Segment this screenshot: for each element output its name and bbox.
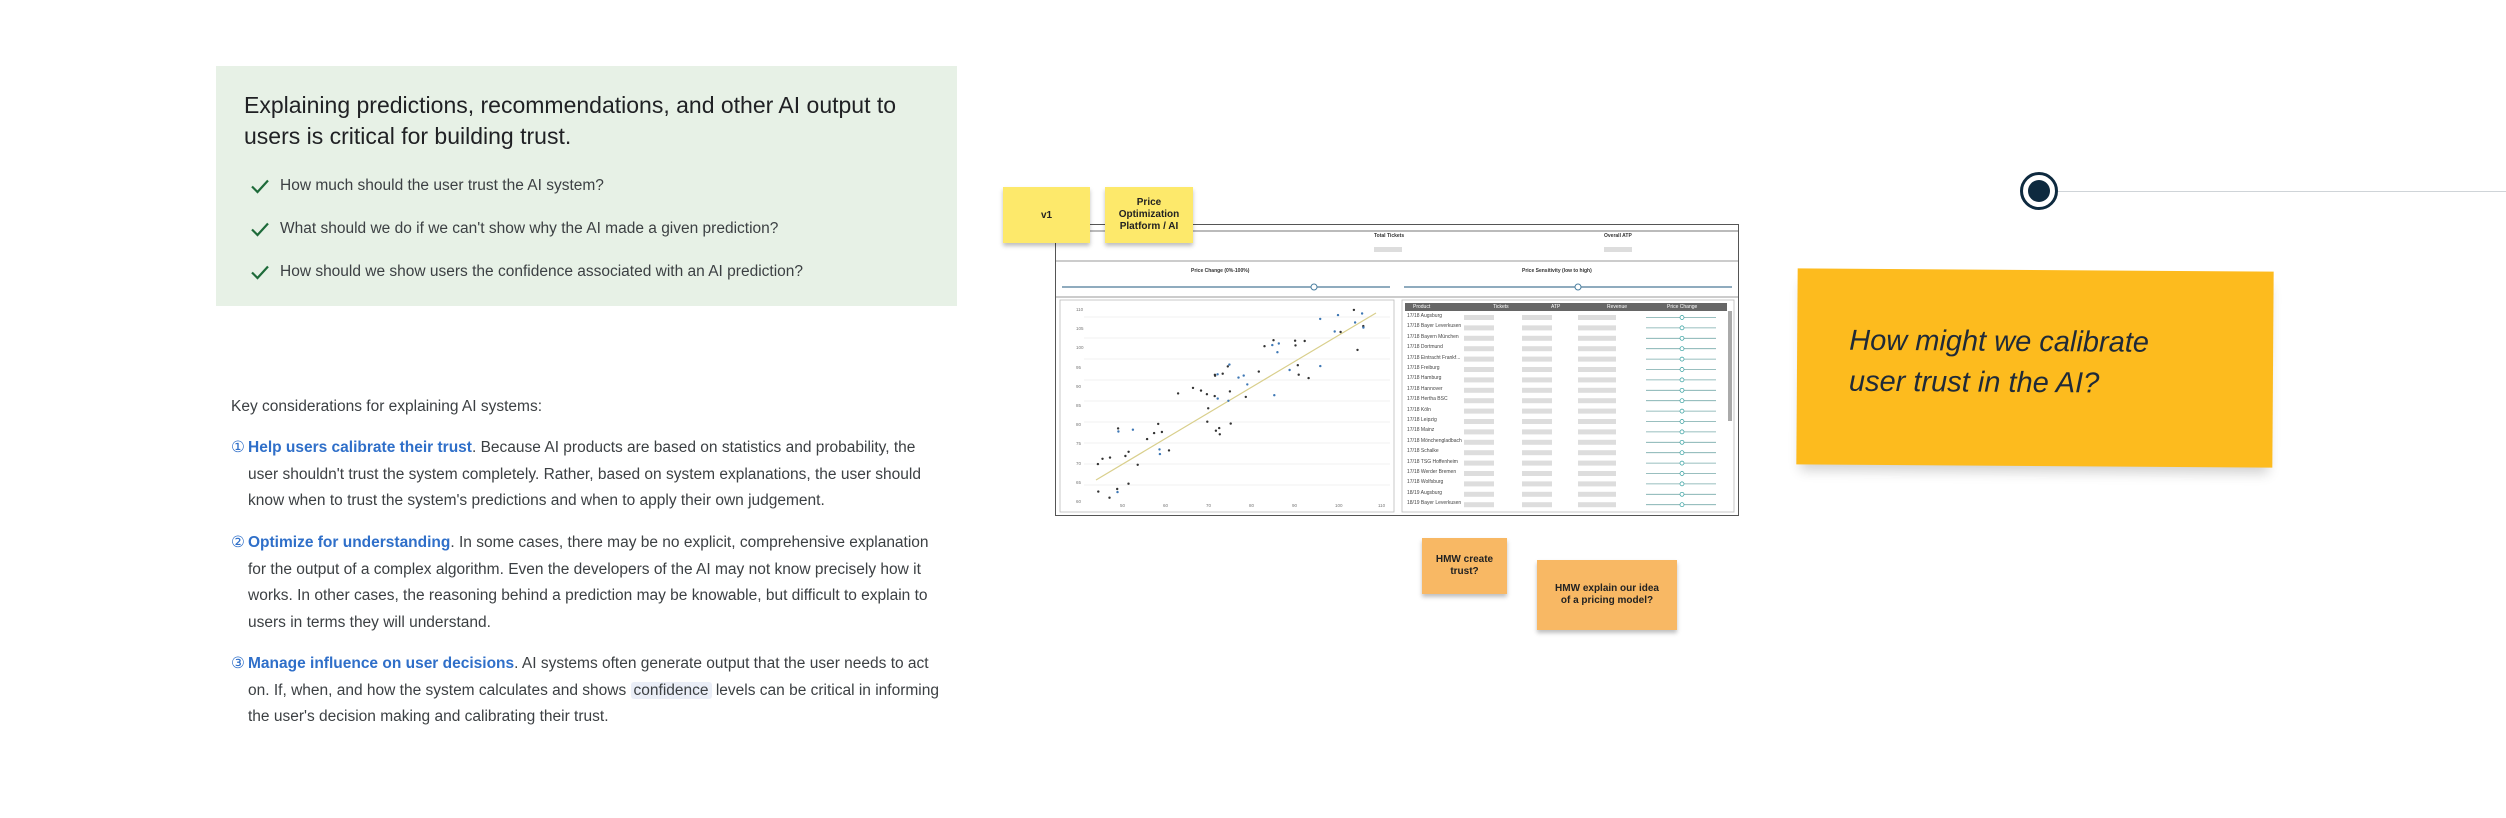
blurred-cell <box>1578 471 1616 476</box>
hmw-callout-card <box>1796 268 2273 467</box>
scatter-point <box>1361 312 1363 314</box>
blurred-cell <box>1578 429 1616 434</box>
blurred-cell <box>1464 336 1494 341</box>
table-scrollbar <box>1728 311 1732 421</box>
summary-card <box>216 66 957 306</box>
blurred-cell <box>1464 398 1494 403</box>
scatter-point <box>1222 373 1224 375</box>
y-tick-label: 110 <box>1076 307 1084 312</box>
blurred-cell <box>1464 346 1494 351</box>
blurred-cell <box>1522 315 1552 320</box>
timeline-node-inner <box>2028 180 2050 202</box>
y-tick-label: 95 <box>1076 364 1082 370</box>
table-column-header: Tickets <box>1493 304 1509 310</box>
blurred-cell <box>1522 492 1552 497</box>
slider-handle <box>1311 284 1317 290</box>
scatter-point <box>1161 431 1163 433</box>
x-tick-label: 60 <box>1163 503 1169 508</box>
table-column-header: Product <box>1413 304 1431 310</box>
blurred-cell <box>1522 367 1552 372</box>
scatter-point <box>1192 387 1194 389</box>
price-change-slider <box>1680 388 1684 392</box>
scatter-point <box>1271 344 1273 346</box>
scatter-point <box>1206 393 1208 395</box>
product-name: 17/18 Hertha BSC <box>1407 396 1448 403</box>
scatter-point <box>1263 345 1265 347</box>
item-lead: Help users calibrate their trust <box>248 439 472 456</box>
scatter-point <box>1228 363 1230 365</box>
scatter-point <box>1230 422 1232 424</box>
checkmark-icon <box>248 260 272 284</box>
item-number: ① <box>231 439 245 456</box>
timeline-line <box>2058 191 2506 192</box>
scatter-point <box>1216 373 1218 375</box>
scatter-point <box>1337 314 1339 316</box>
blurred-cell <box>1464 471 1494 476</box>
scatter-point <box>1298 374 1300 376</box>
blurred-cell <box>1522 336 1552 341</box>
blurred-cell <box>1464 450 1494 455</box>
scatter-point <box>1294 344 1296 346</box>
y-tick-label: 65 <box>1076 479 1082 485</box>
scatter-point <box>1214 395 1216 397</box>
scatter-point <box>1097 490 1099 492</box>
price-change-slider <box>1680 336 1684 340</box>
blurred-cell <box>1578 367 1616 372</box>
blurred-cell <box>1522 357 1552 362</box>
sticky-text: Price Optimization Platform / AI <box>1118 197 1180 232</box>
scatter-point <box>1097 463 1099 465</box>
y-tick-label: 90 <box>1076 383 1082 389</box>
product-name: 17/18 Bayern München <box>1407 333 1459 340</box>
scatter-point <box>1177 392 1179 394</box>
scatter-point <box>1159 453 1161 455</box>
product-name: 17/18 Freiburg <box>1407 365 1440 371</box>
question-item <box>248 260 803 284</box>
scatter-point <box>1288 369 1290 371</box>
blurred-cell <box>1578 492 1616 497</box>
scatter-point <box>1245 396 1247 398</box>
scatter-point <box>1127 483 1129 485</box>
scatter-point <box>1229 390 1231 392</box>
item-text: . AI systems often generate output that the user needs to act on. If, when, and how the system calculates and shows <box>248 655 929 699</box>
blurred-cell <box>1522 419 1552 424</box>
y-tick-label: 60 <box>1076 499 1082 504</box>
price-change-slider <box>1680 399 1684 403</box>
x-tick-label: 110 <box>1378 503 1386 508</box>
scatter-point <box>1304 340 1306 342</box>
blurred-cell <box>1464 315 1494 320</box>
slider-handle <box>1575 284 1581 290</box>
summary-title: Explaining predictions, recommendations, and other AI output to users is critical for building trust. <box>244 92 897 149</box>
blurred-cell <box>1578 481 1616 486</box>
blurred-cell <box>1464 325 1494 330</box>
product-name: 17/18 Bayer Leverkusen <box>1407 323 1462 330</box>
scatter-point <box>1153 432 1155 434</box>
scatter-point <box>1137 464 1139 466</box>
dashboard-screenshot <box>1055 224 1739 516</box>
blurred-cell <box>1464 461 1494 466</box>
item-text: . Because AI products are based on statistics and probability, the user shouldn't trust the system completely. Rather, based on system explanations, the user should know when to trust the system's predictions and when to apply their own judgement. <box>248 439 921 509</box>
blurred-cell <box>1578 461 1616 466</box>
product-name: 17/18 Mönchengladbach <box>1407 437 1462 444</box>
blurred-cell <box>1522 398 1552 403</box>
product-name: 18/19 Bayer Leverkusen <box>1407 500 1462 507</box>
slider-label: Price Change (0%-100%) <box>1191 268 1250 274</box>
blurred-cell <box>1464 481 1494 486</box>
blurred-cell <box>1464 419 1494 424</box>
scatter-point <box>1127 451 1129 453</box>
question-text: What should we do if we can't show why the AI made a given prediction? <box>280 220 779 237</box>
blurred-cell <box>1578 325 1616 330</box>
scatter-point <box>1215 430 1217 432</box>
header-col: Overall ATP <box>1604 233 1632 239</box>
blurred-cell <box>1464 429 1494 434</box>
scatter-point <box>1108 497 1110 499</box>
blurred-cell <box>1578 388 1616 393</box>
product-name: 17/18 Köln <box>1407 406 1431 413</box>
blurred-cell <box>1522 440 1552 445</box>
product-name: 17/18 Hamburg <box>1407 375 1442 382</box>
item-text: levels can be critical in informing the user's decision making and calibrating their trust. <box>248 681 939 725</box>
sticky-text: v1 <box>1040 209 1053 221</box>
product-name: 17/18 Hannover <box>1407 385 1443 392</box>
blurred-cell <box>1522 450 1552 455</box>
price-change-slider <box>1680 326 1684 330</box>
scatter-point <box>1237 376 1239 378</box>
blurred-cell <box>1464 440 1494 445</box>
checkmark-icon <box>248 217 272 241</box>
y-tick-label: 105 <box>1076 326 1084 332</box>
sticky-note-hmw-trust[interactable] <box>1422 538 1507 594</box>
price-change-slider <box>1680 316 1684 320</box>
scatter-point <box>1354 321 1356 323</box>
price-change-slider <box>1680 368 1684 372</box>
blurred-value <box>1374 247 1402 252</box>
blurred-cell <box>1578 346 1616 351</box>
product-name: 18/19 Augsburg <box>1407 489 1443 496</box>
scatter-point <box>1109 456 1111 458</box>
item-lead: Manage influence on user decisions <box>248 655 515 672</box>
scatter-point <box>1116 488 1118 490</box>
blurred-cell <box>1522 377 1552 382</box>
table-column-header: ATP <box>1551 304 1561 310</box>
blurred-cell <box>1522 429 1552 434</box>
y-tick-label: 70 <box>1076 460 1082 466</box>
sticky-note-hmw-pricing[interactable] <box>1537 560 1677 630</box>
timeline-node[interactable] <box>2020 172 2058 210</box>
price-change-slider <box>1680 357 1684 361</box>
callout-question: How might we calibrate user trust in the AI? <box>1848 324 2150 400</box>
x-tick-label: 90 <box>1292 503 1298 508</box>
sticky-text: HMW explain our idea of a pricing model? <box>1555 583 1659 606</box>
scatter-point <box>1273 394 1275 396</box>
blurred-cell <box>1464 377 1494 382</box>
blurred-cell <box>1522 346 1552 351</box>
sticky-text: HMW create trust? <box>1435 554 1494 577</box>
scatter-point <box>1124 455 1126 457</box>
product-name: 17/18 Dortmund <box>1407 344 1443 351</box>
scatter-point <box>1258 370 1260 372</box>
scatter-point <box>1200 389 1202 391</box>
price-change-slider <box>1680 492 1684 496</box>
scatter-point <box>1334 330 1336 332</box>
blurred-cell <box>1464 492 1494 497</box>
scatter-point <box>1319 318 1321 320</box>
scatter-point <box>1339 331 1341 333</box>
price-change-slider <box>1680 503 1684 507</box>
blurred-cell <box>1578 419 1616 424</box>
blurred-cell <box>1522 388 1552 393</box>
price-change-slider <box>1680 409 1684 413</box>
consideration-item <box>231 530 941 636</box>
scatter-point <box>1207 407 1209 409</box>
blurred-cell <box>1578 377 1616 382</box>
price-change-slider <box>1680 347 1684 351</box>
price-change-slider <box>1680 378 1684 382</box>
y-tick-label: 80 <box>1076 422 1082 428</box>
product-name: 17/18 Mainz <box>1407 427 1435 434</box>
scatter-point <box>1117 427 1119 429</box>
price-change-slider <box>1680 461 1684 465</box>
scatter-point <box>1214 374 1216 376</box>
scatter-point <box>1307 377 1309 379</box>
blurred-cell <box>1578 440 1616 445</box>
blurred-cell <box>1464 409 1494 414</box>
scatter-point <box>1132 429 1134 431</box>
question-text: How much should the user trust the AI system? <box>280 177 604 194</box>
x-tick-label: 50 <box>1120 503 1126 508</box>
price-change-slider <box>1680 451 1684 455</box>
price-change-slider <box>1680 482 1684 486</box>
blurred-cell <box>1464 388 1494 393</box>
scatter-point <box>1278 342 1280 344</box>
blurred-cell <box>1578 357 1616 362</box>
item-number: ② <box>231 534 245 551</box>
blurred-cell <box>1578 502 1616 507</box>
product-name: 17/18 Leipzig <box>1407 417 1437 423</box>
scatter-point <box>1168 449 1170 451</box>
item-lead: Optimize for understanding <box>248 534 451 551</box>
x-tick-label: 80 <box>1249 503 1255 508</box>
price-change-slider <box>1680 420 1684 424</box>
blurred-cell <box>1464 357 1494 362</box>
scatter-point <box>1206 421 1208 423</box>
scatter-point <box>1101 458 1103 460</box>
blurred-cell <box>1464 502 1494 507</box>
blurred-cell <box>1464 367 1494 372</box>
blurred-cell <box>1522 502 1552 507</box>
scatter-point <box>1362 326 1364 328</box>
scatter-point <box>1297 364 1299 366</box>
scatter-point <box>1117 430 1119 432</box>
scatter-point <box>1294 340 1296 342</box>
consideration-item <box>231 435 941 515</box>
x-tick-label: 70 <box>1206 503 1212 508</box>
product-name: 17/18 Wolfsburg <box>1407 479 1444 486</box>
consideration-item <box>231 651 941 731</box>
dashboard-mock <box>1056 225 1738 515</box>
scatter-point <box>1319 365 1321 367</box>
table-columns <box>1405 303 1727 311</box>
product-name: 17/18 Eintracht Frankf... <box>1407 354 1461 361</box>
blurred-value <box>1604 247 1632 252</box>
scatter-point <box>1217 397 1219 399</box>
price-change-slider <box>1680 440 1684 444</box>
blurred-cell <box>1578 336 1616 341</box>
slider-label: Price Sensitivity (low to high) <box>1522 268 1592 274</box>
scatter-point <box>1158 448 1160 450</box>
scatter-point <box>1227 400 1229 402</box>
x-tick-label: 100 <box>1335 503 1343 508</box>
item-text: . In some cases, there may be no explicit, comprehensive explanation for the output of a complex algorithm. Even the developers of the AI may not know precisely how it works. In other cases, the reasoning behind a prediction may be knowable, but difficult to explain to users in terms they will understand. <box>248 534 929 631</box>
scatter-point <box>1246 383 1248 385</box>
blurred-cell <box>1522 461 1552 466</box>
scatter-point <box>1227 365 1229 367</box>
scatter-point <box>1116 491 1118 493</box>
scatter-point <box>1243 374 1245 376</box>
blurred-cell <box>1578 315 1616 320</box>
scatter-point <box>1157 423 1159 425</box>
considerations-heading: Key considerations for explaining AI systems: <box>231 398 543 415</box>
question-item <box>248 217 778 241</box>
y-tick-label: 85 <box>1076 403 1082 408</box>
scatter-point <box>1353 309 1355 311</box>
blurred-cell <box>1578 409 1616 414</box>
y-tick-label: 100 <box>1076 345 1084 351</box>
scatter-point <box>1146 438 1148 440</box>
scatter-point <box>1276 351 1278 353</box>
price-change-slider <box>1680 430 1684 434</box>
scatter-point <box>1356 349 1358 351</box>
blurred-cell <box>1522 409 1552 414</box>
product-name: 17/18 TSG Hoffenheim <box>1407 458 1458 465</box>
product-name: 17/18 Werder Bremen <box>1407 469 1457 475</box>
price-change-slider <box>1680 472 1684 476</box>
table-column-header: Revenue <box>1607 304 1628 310</box>
header-col: Total Tickets <box>1374 233 1405 239</box>
product-name: 17/18 Augsburg <box>1407 313 1443 319</box>
sticky-note-platform[interactable] <box>1105 187 1193 243</box>
confidence-chip: confidence <box>631 682 712 699</box>
item-number: ③ <box>231 655 245 672</box>
blurred-cell <box>1578 450 1616 455</box>
question-text: How should we show users the confidence associated with an AI prediction? <box>280 263 803 280</box>
blurred-cell <box>1522 481 1552 486</box>
blurred-cell <box>1578 398 1616 403</box>
product-name: 17/18 Schalke <box>1407 448 1439 455</box>
scatter-point <box>1219 433 1221 435</box>
question-item <box>248 174 604 198</box>
blurred-cell <box>1522 471 1552 476</box>
scatter-point <box>1218 427 1220 429</box>
scatter-point <box>1272 339 1274 341</box>
blurred-cell <box>1522 325 1552 330</box>
checkmark-icon <box>248 174 272 198</box>
table-column-header: Price Change <box>1667 304 1698 310</box>
sticky-note-v1[interactable] <box>1003 187 1090 243</box>
y-tick-label: 75 <box>1076 441 1082 447</box>
